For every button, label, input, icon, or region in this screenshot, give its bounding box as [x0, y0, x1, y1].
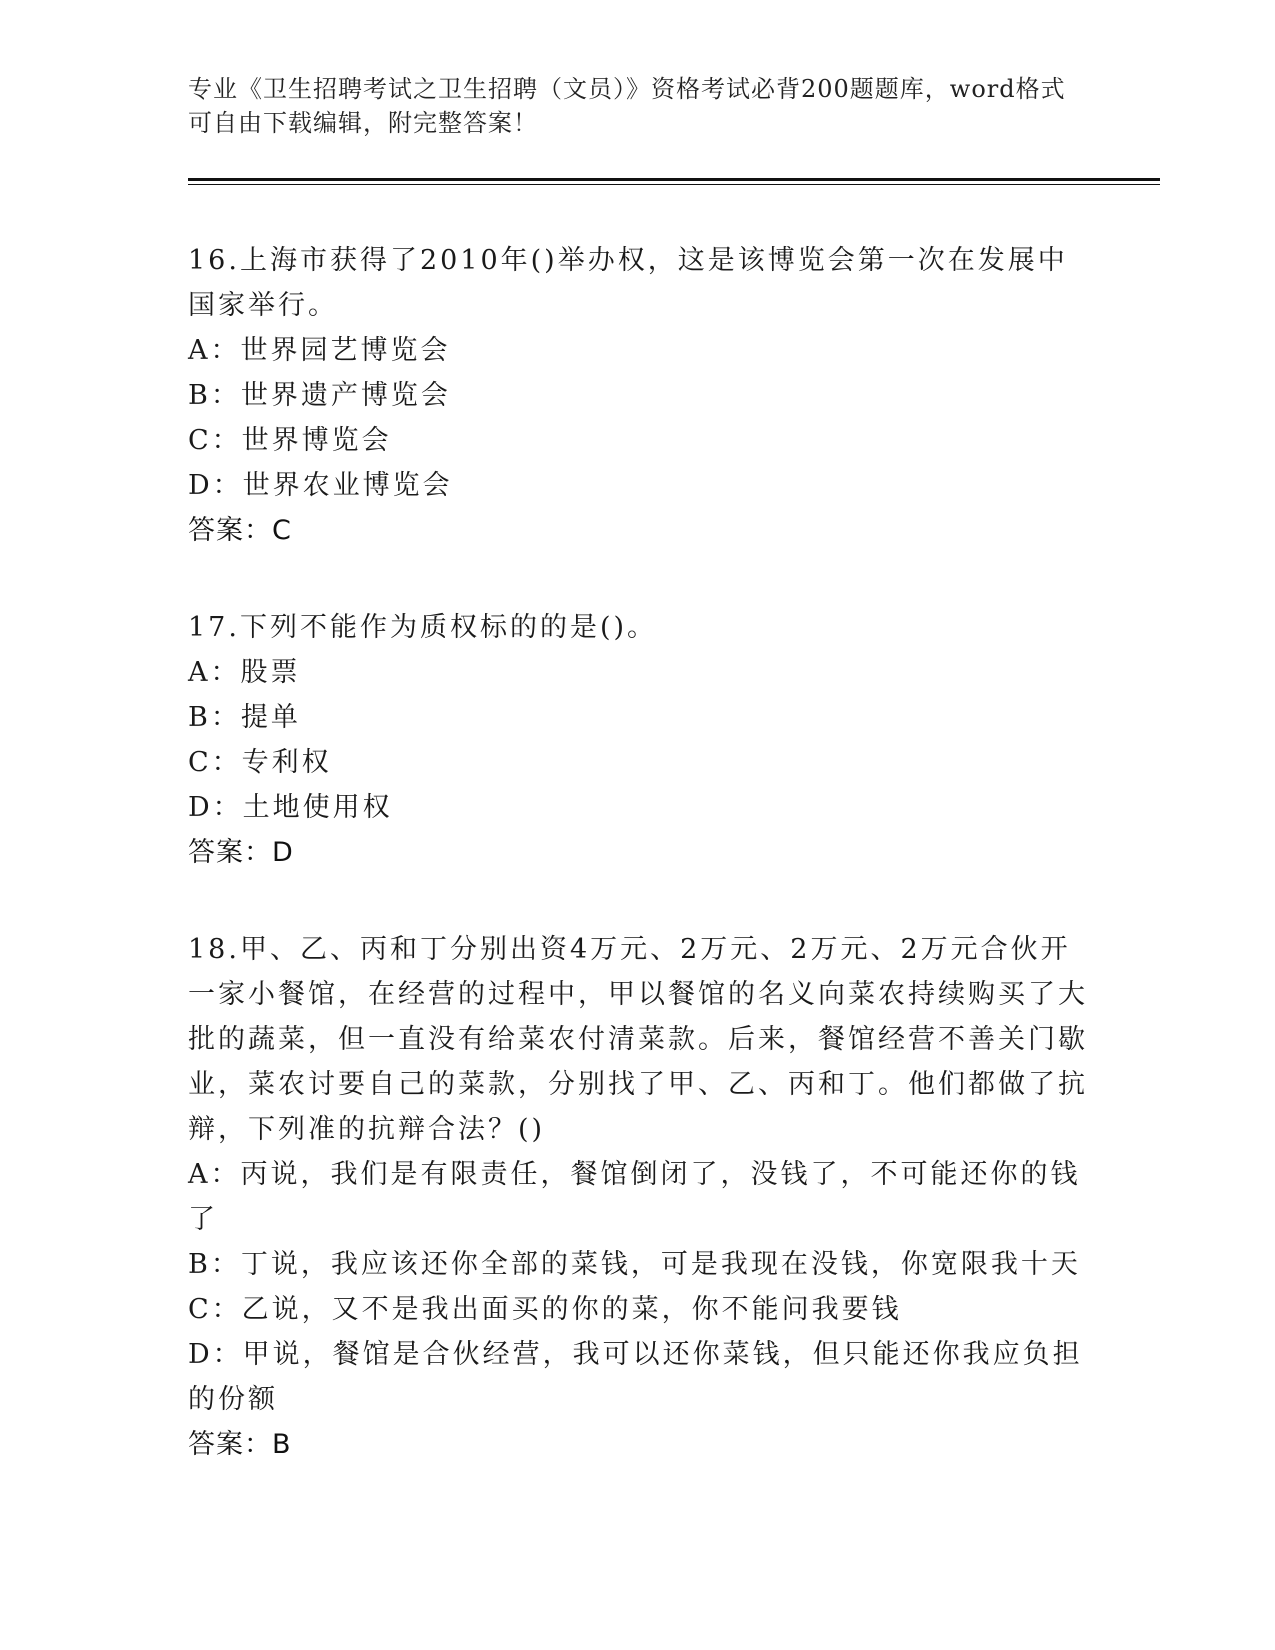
question-18 — [188, 927, 1088, 1467]
header-line-1: 专业《卫生招聘考试之卫生招聘（文员）》资格考试必背200题题库，word格式 — [188, 75, 1066, 103]
question-text: 17.下列不能作为质权标的的是()。 — [188, 612, 658, 643]
option-b: B：丁说，我应该还你全部的菜钱，可是我现在没钱，你宽限我十天 — [188, 1249, 1081, 1280]
question-text: 16.上海市获得了2010年()举办权，这是该博览会第一次在发展中国家举行。 — [188, 245, 1068, 321]
document-header — [188, 72, 1088, 140]
question-17 — [188, 605, 1088, 875]
option-c: C：世界博览会 — [188, 425, 392, 456]
option-c: C：专利权 — [188, 747, 332, 778]
option-c: C：乙说，又不是我出面买的你的菜，你不能问我要钱 — [188, 1294, 902, 1325]
question-list — [188, 238, 1088, 1519]
header-line-2: 可自由下载编辑，附完整答案！ — [188, 109, 538, 137]
option-a: A：丙说，我们是有限责任，餐馆倒闭了，没钱了，不可能还你的钱了 — [188, 1159, 1081, 1235]
option-b: B：提单 — [188, 702, 301, 733]
option-d: D：甲说，餐馆是合伙经营，我可以还你菜钱，但只能还你我应负担的份额 — [188, 1339, 1083, 1415]
question-text: 18.甲、乙、丙和丁分别出资4万元、2万元、2万元、2万元合伙开一家小餐馆，在经营的过程中，甲以餐馆的名义向菜农持续购买了大批的蔬菜，但一直没有给菜农付清菜款。后来，餐馆经营不善关门歇业，菜农讨要自己的菜款，分别找了甲、乙、丙和丁。他们都做了抗辩，下列准的抗辩合法？() — [188, 934, 1088, 1145]
question-16 — [188, 238, 1088, 553]
answer-label: 答案：D — [188, 837, 294, 868]
header-divider-thin — [188, 184, 1160, 185]
header-divider-thick — [188, 178, 1160, 181]
option-d: D：世界农业博览会 — [188, 470, 453, 501]
option-d: D：土地使用权 — [188, 792, 393, 823]
answer-label: 答案：C — [188, 515, 292, 546]
option-b: B：世界遗产博览会 — [188, 380, 451, 411]
option-a: A：股票 — [188, 657, 301, 688]
option-a: A：世界园艺博览会 — [188, 335, 451, 366]
answer-label: 答案：B — [188, 1429, 292, 1460]
